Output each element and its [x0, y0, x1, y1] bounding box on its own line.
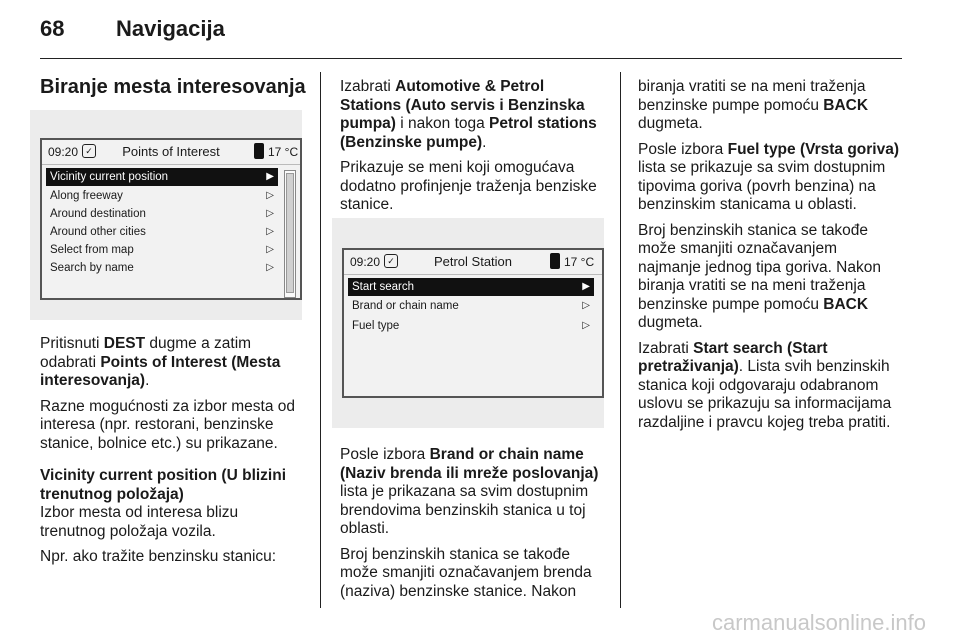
- screen2-temp: 17 °C: [564, 255, 595, 269]
- column-3: [638, 78, 904, 439]
- screen1-status-bar: [42, 140, 300, 165]
- menu-item-along-freeway[interactable]: [46, 187, 278, 205]
- menu-item-start-search[interactable]: [348, 278, 594, 296]
- watermark: carmanualsonline.info: [711, 610, 926, 635]
- col2-paragraph-4: Broj benzinskih stanica se takođe može smanjiti označavanjem brenda (naziva) benzinske stanice. Nakon: [340, 545, 592, 600]
- screen1-display: [40, 138, 302, 300]
- menu-item-around-destination[interactable]: [46, 205, 278, 223]
- menu-item-label: Around destination: [50, 208, 146, 220]
- column-divider-2: [620, 72, 621, 608]
- column-1: [40, 335, 304, 574]
- page-header: [40, 16, 225, 42]
- menu-item-label: Search by name: [50, 262, 134, 274]
- screen2-figure: [332, 218, 604, 428]
- screen2-time: 09:20: [350, 255, 381, 269]
- menu-item-search-by-name[interactable]: [46, 259, 278, 277]
- col1-paragraph-3: Vicinity current position (U blizini trenutnog položaja) Izbor mesta od interesa blizu trenutnog položaja vozila.: [40, 467, 287, 540]
- phone-icon: [254, 143, 264, 159]
- menu-item-fuel-type[interactable]: [348, 317, 594, 335]
- screen2-title: Petrol Station: [433, 254, 513, 269]
- chevron-right-icon: ▷: [582, 320, 590, 331]
- chevron-right-icon: ▷: [266, 208, 274, 219]
- clock-icon: ✓: [82, 144, 96, 158]
- chevron-right-icon: ▷: [266, 262, 274, 273]
- clock-icon: ✓: [384, 254, 398, 268]
- col2-paragraph-3: Posle izbora Brand or chain name (Naziv brenda ili mreže poslovanja) lista je prikazana sa svim dostupnim brendovima benzinskih stanica u toj oblasti.: [340, 446, 599, 537]
- menu-item-label: Start search: [352, 281, 414, 293]
- section-title: Biranje mesta interesovanja: [40, 76, 306, 98]
- menu-item-brand-or-chain[interactable]: [348, 297, 594, 315]
- col3-paragraph-1: biranja vratiti se na meni traženja benzinske pumpe pomoću BACK dugmeta.: [638, 78, 869, 132]
- menu-item-label: Around other cities: [50, 226, 146, 238]
- screen1-temp: 17 °C: [268, 145, 299, 159]
- column-divider-1: [320, 72, 321, 608]
- chapter-title: Navigacija: [116, 16, 225, 41]
- menu-item-label: Fuel type: [352, 320, 400, 332]
- chevron-right-icon: ▷: [582, 300, 590, 311]
- chevron-right-icon: ▷: [266, 244, 274, 255]
- chevron-right-icon: ▶: [266, 171, 274, 182]
- screen1-title: Points of Interest: [122, 144, 220, 159]
- screen2-display: [342, 248, 604, 398]
- column-2-top: [340, 78, 606, 222]
- menu-item-select-from-map[interactable]: [46, 241, 278, 259]
- menu-item-vicinity[interactable]: [46, 168, 278, 186]
- col3-paragraph-2: Posle izbora Fuel type (Vrsta goriva) lista se prikazuje sa svim dostupnim tipovima goriva (povrh benzina) na benzinskim stanicama u oblasti.: [638, 140, 900, 213]
- col2-paragraph-1: Izabrati Automotive & Petrol Stations (Auto servis i Benzinska pumpa) i nakon toga Petrol stations (Benzinske pumpe).: [340, 78, 597, 151]
- menu-item-label: Select from map: [50, 244, 134, 256]
- header-rule: [40, 58, 902, 59]
- menu-item-label: Vicinity current position: [50, 171, 169, 183]
- screen2-status-bar: [344, 250, 602, 275]
- phone-icon: [550, 253, 560, 269]
- col3-paragraph-4: Izabrati Start search (Start pretraživanja). Lista svih benzinskih stanica koji odgovaraju odabranom uslovu se prikazuju sa informacijama razdaljine i pravcu kojeg treba pratiti.: [638, 339, 892, 431]
- chevron-right-icon: ▷: [266, 190, 274, 201]
- screen1-time: 09:20: [48, 145, 79, 159]
- menu-item-label: Along freeway: [50, 190, 123, 202]
- page-number: 68: [40, 16, 65, 41]
- screen1-scroll-thumb[interactable]: [286, 173, 294, 293]
- chevron-right-icon: ▷: [266, 226, 274, 237]
- col2-paragraph-2: Prikazuje se meni koji omogućava dodatno profinjenje traženja benziske stanice.: [340, 159, 597, 213]
- menu-item-around-other-cities[interactable]: [46, 223, 278, 241]
- chevron-right-icon: ▶: [582, 281, 590, 292]
- screen1-scrollbar[interactable]: [284, 170, 296, 298]
- col1-paragraph-2: Razne mogućnosti za izbor mesta od interesa (npr. restorani, benzinske stanice, bolnice etc.) su prikazane.: [40, 397, 296, 452]
- col1-paragraph-1: Pritisnuti DEST dugme a zatim odabrati Points of Interest (Mesta interesovanja).: [40, 335, 281, 389]
- column-2-bottom: [340, 446, 606, 608]
- col3-paragraph-3: Broj benzinskih stanica se takođe može smanjiti označavanjem najmanje jednog tipa goriva. Nakon biranja vratiti se na meni traženja benzinske pumpe pomoću BACK dugmeta.: [638, 221, 881, 331]
- menu-item-label: Brand or chain name: [352, 300, 459, 312]
- col1-paragraph-4: Npr. ako tražite benzinsku stanicu:: [40, 548, 277, 565]
- screen1-figure: [30, 110, 302, 320]
